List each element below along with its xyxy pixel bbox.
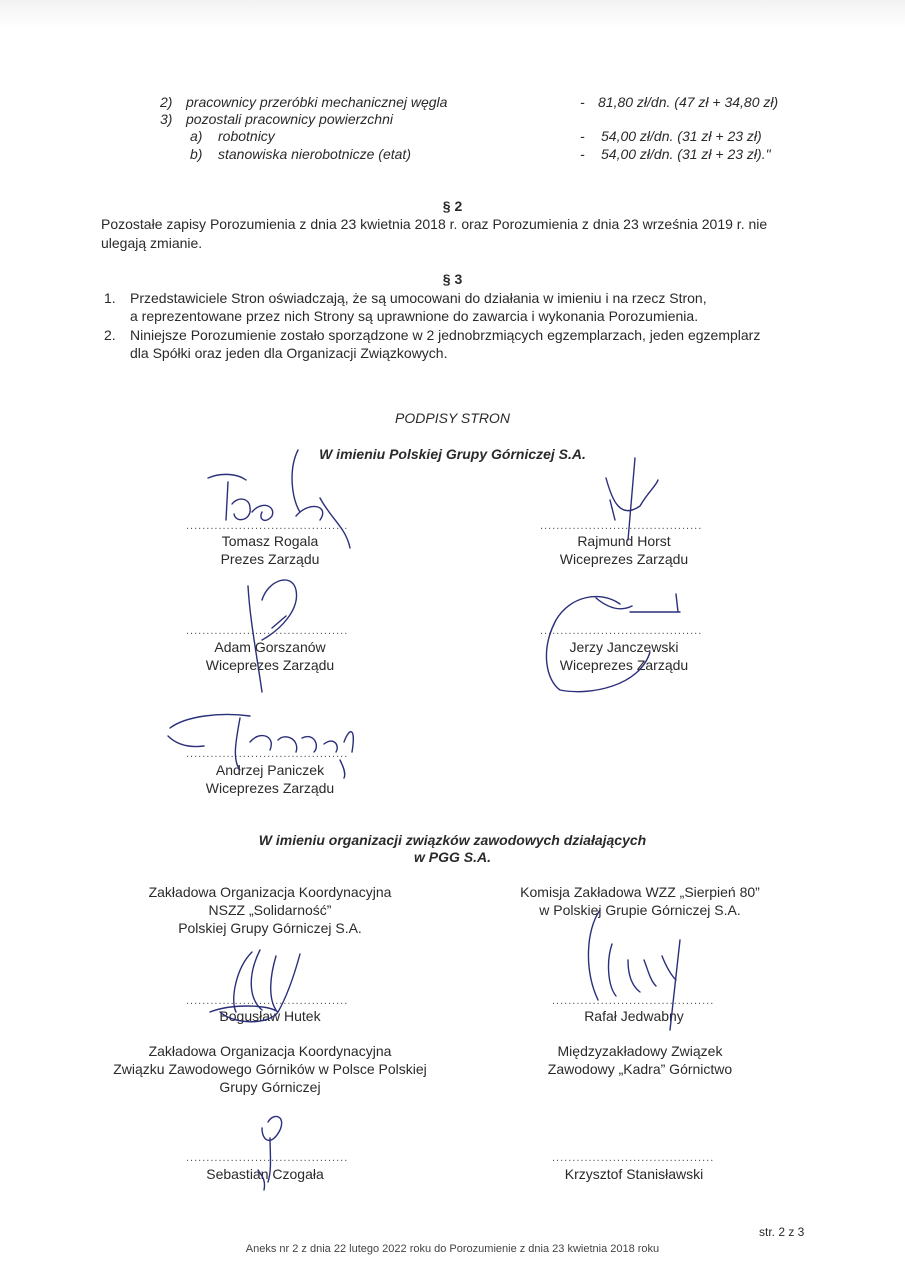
section-3-item-1-line-1: Przedstawiciele Stron oświadczają, że są umocowani do działania w imieniu i na rzecz Stron, [130,290,707,306]
section-3-item-1-num: 1. [104,290,116,306]
union-org-line: Zakładowa Organizacja Koordynacyjna [148,884,392,900]
section-3-heading: § 3 [442,271,463,287]
page-number: str. 2 z 3 [759,1225,805,1239]
union-org-line: Grupy Górniczej [219,1079,321,1095]
signatory-role: Wiceprezes Zarządu [559,551,689,567]
signature-line: ........................................ [186,1152,349,1164]
list-item-2-value: 81,80 zł/dn. (47 zł + 34,80 zł) [598,94,779,110]
union-org-line: Polskiej Grupy Górniczej S.A. [178,920,362,936]
signatory-name: Adam Gorszanów [214,639,326,655]
union-heading-line-1: W imieniu organizacji związków zawodowych działających [258,832,647,848]
signatory-role: Wiceprezes Zarządu [205,780,335,796]
list-item-3b-value: 54,00 zł/dn. (31 zł + 23 zł)." [601,146,771,162]
list-item-3-label: pozostali pracownicy powierzchni [186,111,393,127]
signature-line: ........................................ [552,1152,715,1164]
signatory-name: Tomasz Rogala [221,533,319,549]
section-3-item-1-line-2: a reprezentowane przez nich Strony są uprawnione do zawarcia i wykonania Porozumienia. [130,308,699,324]
list-item-3a-value: 54,00 zł/dn. (31 zł + 23 zł) [601,128,762,144]
list-item-2-dash: - [580,94,585,110]
section-3-item-2-line-2: dla Spółki oraz jeden dla Organizacji Związkowych. [130,345,448,361]
section-2-heading: § 2 [442,198,463,214]
signatory-role: Wiceprezes Zarządu [559,657,689,673]
signatory-name: Krzysztof Stanisławski [564,1166,704,1182]
list-item-3a-num: a) [190,128,203,144]
signature-line: ........................................ [552,995,715,1007]
signatory-role: Wiceprezes Zarządu [205,657,335,673]
list-item-3a-label: robotnicy [218,128,275,144]
footer-text: Aneks nr 2 z dnia 22 lutego 2022 roku do Porozumienie z dnia 23 kwietnia 2018 roku [245,1243,660,1255]
signatory-name: Rafał Jedwabny [584,1008,684,1024]
section-3-item-2-num: 2. [104,327,116,343]
union-org-line: Zakładowa Organizacja Koordynacyjna [148,1043,392,1059]
list-item-3b-num: b) [190,146,203,162]
signatory-role: Prezes Zarządu [220,551,320,567]
signature-line: ........................................ [186,625,349,637]
union-org-line: Zawodowy „Kadra” Górnictwo [547,1061,733,1077]
signature-line: ........................................ [186,995,349,1007]
signatory-name: Rajmund Horst [577,533,671,549]
list-item-2-num: 2) [160,94,173,110]
signature-line: ........................................ [186,520,349,532]
pgg-heading: W imieniu Polskiej Grupy Górniczej S.A. [319,446,586,462]
signature-line: ........................................ [540,625,703,637]
list-item-3a-dash: - [580,128,585,144]
list-item-3-num: 3) [160,111,173,127]
union-org-line: Międzyzakładowy Związek [557,1043,723,1059]
signatory-name: Bogusław Hutek [219,1008,321,1024]
union-heading-line-2: w PGG S.A. [413,849,491,865]
signatory-name: Andrzej Paniczek [215,762,325,778]
union-org-line: Komisja Zakładowa WZZ „Sierpień 80” [520,884,760,900]
signature-line: ........................................ [186,748,349,760]
union-org-line: NSZZ „Solidarność” [208,902,332,918]
scan-top-band [0,0,905,28]
signatory-name: Jerzy Janczewski [569,639,679,655]
section-2-line-1: Pozostałe zapisy Porozumienia z dnia 23 kwietnia 2018 r. oraz Porozumienia z dnia 23 września 2019 r. nie [101,216,768,232]
union-org-line: Związku Zawodowego Górników w Polsce Polskiej [113,1061,427,1077]
list-item-2-label: pracownicy przeróbki mechanicznej węgla [186,94,448,110]
union-org-line: w Polskiej Grupie Górniczej S.A. [539,902,741,918]
signatory-name: Sebastian Czogała [206,1166,324,1182]
signature-line: ........................................ [540,520,703,532]
list-item-3b-dash: - [580,146,585,162]
signatures-title: PODPISY STRON [395,410,510,426]
list-item-3b-label: stanowiska nierobotnicze (etat) [218,146,411,162]
section-3-item-2-line-1: Niniejsze Porozumienie zostało sporządzone w 2 jednobrzmiących egzemplarzach, jeden egzemplarz [130,327,761,343]
section-2-line-2: ulegają zmianie. [101,235,203,251]
